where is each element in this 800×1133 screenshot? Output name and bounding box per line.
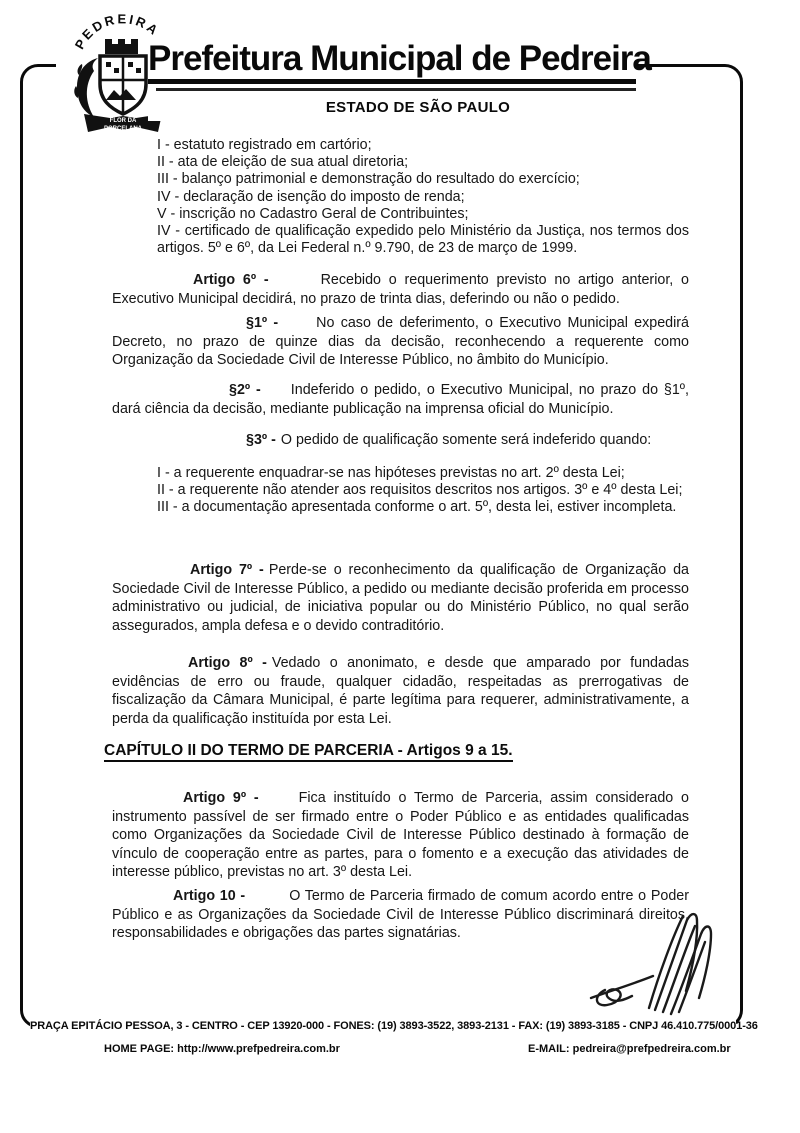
article-label: Artigo 9º - [183,790,259,806]
state-subtitle: ESTADO DE SÃO PAULO [325,99,511,116]
article-text: Perde-se o reconhecimento da qualificação de Organização da Sociedade Civil de Interesse Público, a pedido ou mediante decisão proferida em processo administrativo ou judicial, de iniciativa popular ou do Ministério Público, no qual serão assegurados, ampla defesa e o devido contraditório. [112,562,689,634]
article-label: Artigo 7º - [190,562,264,578]
denial-conditions-list [157,465,689,517]
document-title: Prefeitura Municipal de Pedreira [148,39,651,78]
homepage-url: http://www.prefpedreira.com.br [177,1043,340,1055]
article-label: Artigo 6º - [193,272,269,288]
crest-branch-left [74,58,98,117]
letterhead [148,39,651,121]
email-address: pedreira@prefpedreira.com.br [572,1043,731,1055]
list-item: IV - declaração de isenção do imposto de renda; [157,188,465,205]
article-text: No caso de deferimento, o Executivo Municipal expedirá Decreto, no prazo de quinze dias da decisão, reconhecendo a requerente como Organização da Sociedade Civil de Interesse Público, no âmbito do Município. [112,315,690,368]
homepage-label: HOME PAGE: [104,1043,175,1055]
title-underline-secondary [156,88,636,91]
article-text: Recebido o requerimento previsto no artigo anterior, o Executivo Municipal decidirá, no prazo de trinta dias, deferindo ou não o pedido. [112,272,689,307]
list-item: II - a requerente não atender aos requisitos descritos nos artigos. 3º e 4º desta Lei; [157,482,683,499]
article-text: Fica instituído o Termo de Parceria, assim considerado o instrumento passível de ser firmado entre o Poder Público e as entidades qualificadas como Organizações da Sociedade Civil de Interesse Público destinado à formação de vínculo de cooperação entre as partes, para o fomento e a execução das atividades de interesse público, previstas no art. 3º desta Lei. [112,790,690,880]
article-paragraph [112,561,689,635]
article-label: Artigo 8º - [188,655,267,671]
article-text: Indeferido o pedido, o Executivo Municipal, no prazo do §1º, dará ciência da decisão, mediante publicação na imprensa oficial do Município. [112,382,689,417]
article-label: §1º - [246,315,279,331]
article-paragraph [112,431,689,450]
list-item: III - a documentação apresentada conforme o art. 5º, desta lei, estiver incompleta. [157,499,677,516]
list-item: I - a requerente enquadrar-se nas hipóteses previstas no art. 2º desta Lei; [157,465,625,481]
article-text: O Termo de Parceria firmado de comum acordo entre o Poder Público e as Organizações da Sociedade Civil de Interesse Público discriminará direitos, responsabilidades e obrigações das partes signatárias. [112,888,689,941]
article-paragraph [112,789,689,882]
email-label: E-MAIL: [528,1043,570,1055]
crest-city-name: PEDREIRA [71,12,163,52]
article-label: §2º - [229,382,261,398]
list-item: IV - certificado de qualificação expedido pelo Ministério da Justiça, nos termos dos artigos. 5º e 6º, da Lei Federal n.º 9.790, de 23 de março de 1999. [157,223,689,257]
article-paragraph [112,271,689,308]
article-paragraph [112,654,689,728]
footer-email [528,1043,731,1055]
list-item: II - ata de eleição de sua atual diretoria; [157,154,409,171]
article-label: §3º - [246,432,276,448]
article-paragraph [112,381,689,418]
article-text: Vedado o anonimato, e desde que amparado por fundadas evidências de erro ou fraude, qualquer cidadão, respeitadas as prerrogativas de fiscalização da Câmara Municipal, é parte legítima para requerer, administrativamente, a perda da qualificação instituída por esta Lei. [112,655,689,727]
signature-scribble [583,910,733,1022]
footer-address: PRAÇA EPITÁCIO PESSOA, 3 - CENTRO - CEP 13920-000 - FONES: (19) 3893-3522, 3893-2131 - FAX: (19) 3893-3185 - CNPJ 46.410.775/0001-36 [30,1020,758,1032]
chapter-heading [104,742,724,761]
requirements-list [157,137,689,257]
article-paragraph [112,314,689,370]
title-underline [148,79,636,84]
article-text: O pedido de qualificação somente será indeferido quando: [280,432,652,448]
crest-motto-line2: PORCELANA [103,126,143,132]
footer-homepage [104,1043,340,1055]
list-item: III - balanço patrimonial e demonstração do resultado do exercício; [157,171,580,188]
crest-crown [105,39,138,54]
list-item: I - estatuto registrado em cartório; [157,137,372,153]
chapter-heading-text: CAPÍTULO II DO TERMO DE PARCERIA - Artigos 9 a 15. [104,742,513,762]
article-label: Artigo 10 - [173,888,246,904]
crest-motto-line1: FLOR DA [109,118,137,124]
list-item: V - inscrição no Cadastro Geral de Contribuintes; [157,205,469,222]
